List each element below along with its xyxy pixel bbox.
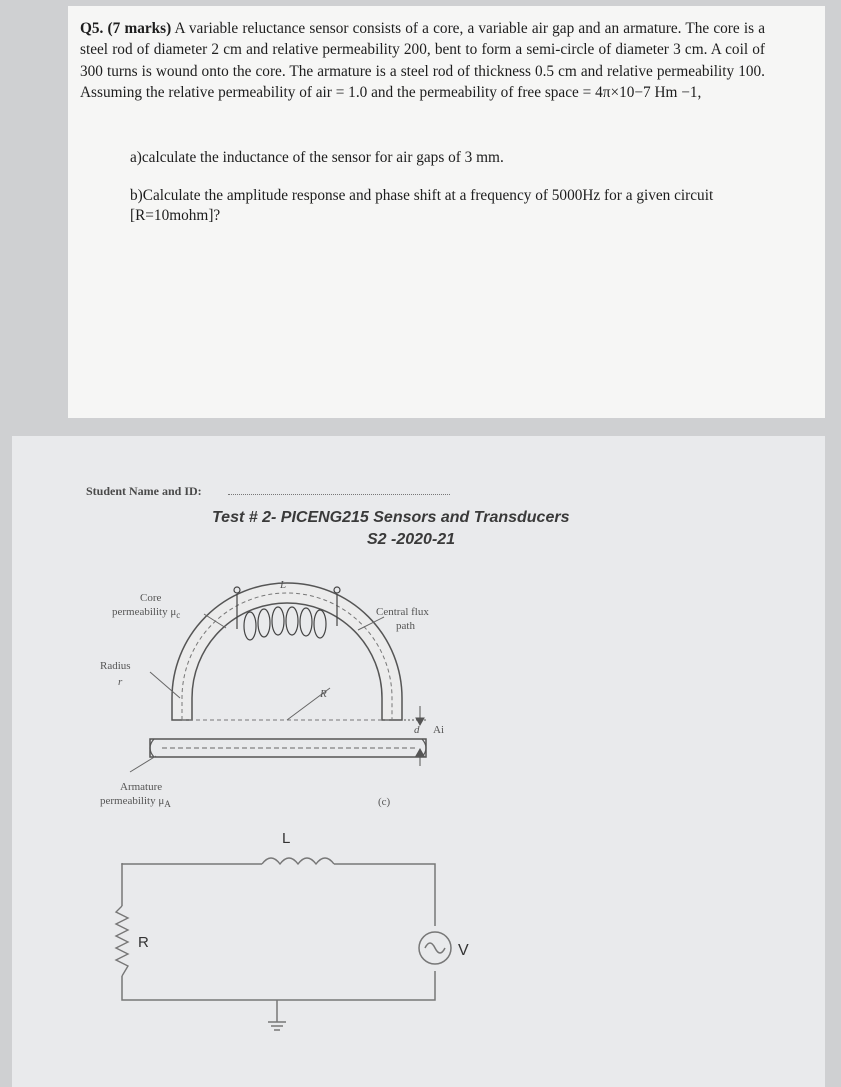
core-permeability-label [112,606,180,622]
length-label: L [280,579,287,591]
resistor-symbol [116,906,128,976]
core-label [140,592,161,605]
test-sheet [12,436,825,1087]
resistor-label: R [138,934,149,951]
circuit-wires [122,863,435,1022]
radius-label: Radius [100,660,131,672]
question-part-b: b)Calculate the amplitude response and phase shift at a frequency of 5000Hz for a given circuit [R=10mohm]? [130,187,714,224]
question-text [80,18,765,104]
core-label-sub: c [176,610,181,621]
question-body: A variable reluctance sensor consists of a core, a variable air gap and an armature. The core is a steel rod of diameter 2 cm and relative permeability 200, bent to form a semi-circle of diameter 3 cm. A coil of 300 turns is wound onto the core. The armature is a steel rod of thickness 0.5 cm and relative permeability 100. Assuming the relative permeability of air = 1.0 and the permeability of free space = 4π×10−7 Hm −1, [80,20,765,102]
question-label: Q5. (7 marks) [80,20,172,37]
radius-R-label: R [320,688,327,700]
leader-lines [130,614,384,772]
radius-r-label: r [118,676,123,688]
inductor-label: L [282,830,291,847]
sensor-diagram [12,436,825,1087]
air-label: Ai [433,724,444,736]
armature-label-line2: permeability μ [100,795,165,807]
core-label-line2: permeability μ [112,606,177,618]
test-title: Test # 2- PICENG215 Sensors and Transducers [212,509,570,526]
armature-label-1: Armature [120,781,163,793]
armature-rod [150,739,426,757]
flux-label-2: path [396,620,415,632]
test-subtitle: S2 -2020-21 [367,531,456,548]
armature-label-sub: A [164,799,171,810]
question-card [68,6,825,418]
gap-d-label: d [414,724,420,736]
student-name-label: Student Name and ID: [86,484,202,498]
armature-permeability-label [100,795,171,811]
source-label: V [458,942,469,959]
flux-label-1: Central flux [376,606,429,618]
figure-caption: (c) [378,796,391,808]
ground-symbol [268,1022,286,1030]
core-semicircle [172,583,402,720]
core-label-line1: Core [140,592,162,604]
ac-source-symbol [419,932,451,964]
question-part-a: a)calculate the inductance of the sensor for air gaps of 3 mm. [130,149,504,166]
inductor-symbol [262,858,334,864]
